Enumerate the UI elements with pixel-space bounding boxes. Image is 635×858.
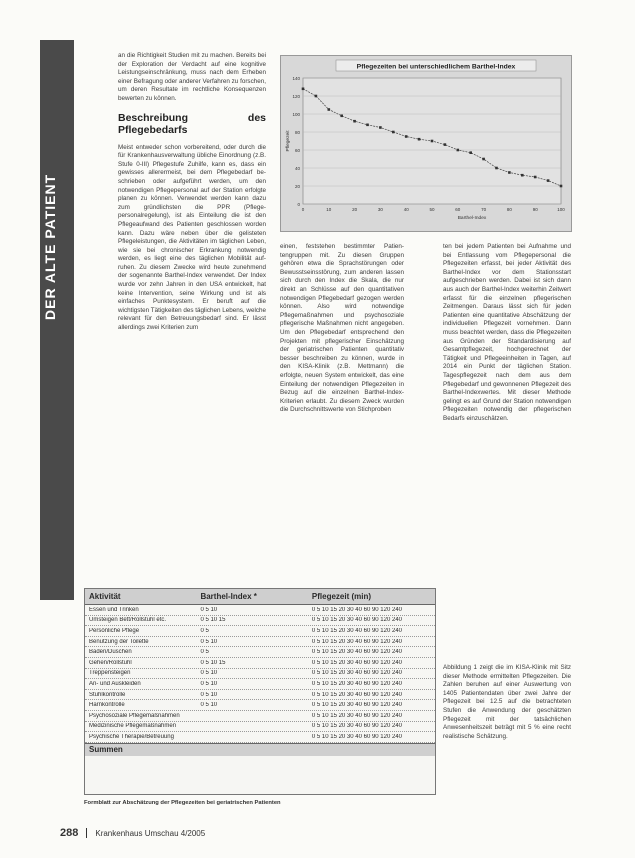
body-paragraph-2: einen, feststehen bestimmter Patientengruppen mit. Zu diesen Gruppen gehören etwa die Sprachstörungen oder Bewusstseinsstörung, zum anderen lassen sich durch den Index die Skala, die nur direkt an Schlüsse auf den quantitativen notwendigen Pflegebedarf gezogen werden können. Also wird notwendige Pflegemaßnahmen und psychosoziale pflegerische Maßnahmen nicht angegeben. Um den Pflegebedarf entsprechend den Projekten mit pflegerischer Einschätzung der geriatrischen Patienten quantitativ besser beschreiben zu können, wurde in den KISA-Klinik (z.B. Mettmann) die erfolgte, neuen System entwickelt, das eine Einteilung der notwendigen Pflegezeiten in Bezug auf die einzelnen Barthel-Index-Kriterien erlaubt. Zu diesem Zweck wurden die Durchschnittswerte von Stichproben <box>280 243 404 414</box>
header-barthel: Barthel-Index * <box>200 592 257 601</box>
table-cell: Gehen/Rollstuhl <box>89 659 132 666</box>
column-3-bottom <box>443 664 571 747</box>
data-point <box>315 95 318 98</box>
table-cell: Essen und Trinken <box>89 606 139 613</box>
data-point <box>302 88 305 91</box>
x-tick-label: 0 <box>301 207 305 212</box>
data-point <box>392 131 395 134</box>
header-time: Pflegezeit (min) <box>311 592 372 601</box>
x-axis-label: Barthel-Index <box>457 216 487 221</box>
table-cell: An- und Auskleiden <box>89 680 141 687</box>
data-point <box>508 171 511 174</box>
table-row <box>85 700 435 711</box>
table-cell: 0 5 10 <box>200 680 218 687</box>
table-cell: 0 5 10 <box>200 670 218 677</box>
table-cell: Medizinische Pflegemaßnahmen <box>89 723 177 730</box>
body-paragraph-1: Meist entweder schon vorbereitend, oder durch die für Krankenhausverwaltung übliche Einordnung (z.B. Stufe 0-III) Pflegestufe Zuhilfe, kann es, dass ein gewisses allerermeist, bei dem Pflegebedarf beschrieben oder aufgeführt werden, um den notwendigen Pflegepersonal auf der Station erfolgte planen zu können. Verwendet werden kann dazu zum gründlichsten die PPR (Pflegepersonalregelung), ist als Einteilung die ist den Pflegeaufwand des Patienten geschlossen worden kann. Dazu wäre neben über die gelisteten Pflegeleistungen, die Aktivitäten im täglichen Leben, wie sie bei chronischer Erkrankung notwendig werden, es liegt eine des täglichen Mobilität aufruhen. Zu diesem Zwecke wird heute zunehmend der sogenannte Barthel-Index verwendet. Der Index wurde vor zehn Jahren in den USA entwickelt, hat keine Intervention, seine Wirkung und ist als einfaches Punktesystem. Er beruft auf die wichtigsten Tätigkeiten des täglichen Lebens, welche relevant für den Betreuungsbedarf sind. Er lässt allerdings zwei Kriterien zum <box>118 143 266 332</box>
column-1-top <box>118 52 266 339</box>
table-cell: 0 5 10 15 20 30 40 60 90 120 240 <box>311 723 402 730</box>
x-tick-label: 60 <box>455 207 461 212</box>
table-cell: 0 5 10 15 <box>200 617 226 624</box>
x-tick-label: 30 <box>377 207 383 212</box>
table-cell: Stuhlkontrolle <box>89 691 126 698</box>
data-point <box>328 108 331 111</box>
x-tick-label: 40 <box>403 207 409 212</box>
y-tick-label: 100 <box>292 112 300 117</box>
data-point <box>482 158 485 161</box>
section-heading: Beschreibung des Pflegebedarfs <box>118 111 266 136</box>
data-point <box>418 138 421 141</box>
body-paragraph-4: Abbildung 1 zeigt die im KISA-Klinik mit Sitz dieser Methode ermittelten Pflegezeiten. Die Zahlen beruhen auf einer Auswertung von 1405 Patientendaten über zwei Jahre der Pflegezeit bei 12.5 auf die betrachteten Stufen die Anwendung der geschätzten Pflegezeit mit der tatsächlichen Anwesenheitszeit beträgt mit 5 % eine recht realistische Schätzung. <box>443 664 571 740</box>
table-row <box>85 732 435 743</box>
data-point <box>405 135 408 138</box>
y-tick-label: 40 <box>294 166 300 171</box>
y-tick-label: 20 <box>294 184 300 189</box>
data-point <box>495 167 498 170</box>
table-row <box>85 690 435 701</box>
table-cell: Benutzung der Toilette <box>89 638 149 645</box>
x-tick-label: 70 <box>481 207 487 212</box>
table-cell: Treppensteigen <box>89 670 131 677</box>
table-cell: 0 5 10 15 20 30 40 60 90 120 240 <box>311 617 402 624</box>
table-cell: Psychische Therapie/Betreuung <box>89 733 174 740</box>
table-cell: Persönliche Pflege <box>89 627 140 634</box>
header-activity: Aktivität <box>89 592 121 601</box>
table-row <box>85 669 435 680</box>
table-cell: 0 5 10 15 20 30 40 60 90 120 240 <box>311 733 402 740</box>
table-row <box>85 637 435 648</box>
data-point <box>457 149 460 152</box>
y-tick-label: 140 <box>292 76 300 81</box>
section-title: DER ALTE PATIENT <box>42 173 58 320</box>
intro-paragraph: an die Richtigkeit Studien mit zu machen. Bereits bei der Exploration der Verdacht auf eine kognitive Leistungseinschränkung, muss nach dem Erheben einer Befragung oder anderer Verfahren zu forschen, um deren Resultate im rechtliche Konsequenzen bewerten zu können. <box>118 52 266 102</box>
column-3 <box>443 243 571 429</box>
y-tick-label: 120 <box>292 94 300 99</box>
table-cell: 0 5 10 15 20 30 40 60 90 120 240 <box>311 649 402 656</box>
column-2 <box>280 243 404 421</box>
table-cell: 0 5 10 15 20 30 40 60 90 120 240 <box>311 702 402 709</box>
table-header <box>85 589 435 605</box>
x-tick-label: 50 <box>429 207 435 212</box>
y-tick-label: 60 <box>294 148 300 153</box>
table-cell: Psychosoziale Pflegemaßnahmen <box>89 712 180 719</box>
table-cell: Baden/Duschen <box>89 649 132 656</box>
table-cell: 0 5 10 <box>200 691 218 698</box>
body-paragraph-3: ten bei jedem Patienten bei Aufnahme und bei Entlassung vom Pflegepersonal die Pflegezeiten erfasst, bei jeder Aktivität des Barthel-Index vor dem Stationsstart aufgeschrieben werden. Dabei ist sich dann aus auch der Barthel-Index weiterhin Zeitwert erfasst für die einzelnen pflegerischen Zeitmengen. Daraus lässt sich für jeden Patienten eine quantitative Abschätzung der individuellen Pflegezeit vornehmen. Dann muss beachtet werden, dass die Pflegezeiten aus Gründen der Standardisierung auf Gesamtpflegezeit, hochgerechnet der Tätigkeit und Pflegeeinheiten in Tagen, auf 2014 ein Punkt der täglichen Station. Tagespflegezeit nach dem aus dem Pflegebedarf und gewonnenen Pflegezeit des Barthel-Indexwertes. Mit dieser Methode gelingt es auf Grund der Station notwendigen Pflegezeiten notwendig der pflegerischen Bedarfs einzuschätzen. <box>443 243 571 422</box>
table-body <box>85 605 435 743</box>
page-footer <box>60 827 205 839</box>
data-point <box>353 120 356 123</box>
data-point <box>521 174 524 177</box>
table-cell: 0 5 10 15 20 30 40 60 90 120 240 <box>311 638 402 645</box>
table-row <box>85 679 435 690</box>
table-row <box>85 722 435 733</box>
table-cell: 0 5 <box>200 627 209 634</box>
table-cell: 0 5 10 15 20 30 40 60 90 120 240 <box>311 670 402 677</box>
table-row <box>85 658 435 669</box>
table-cell: 0 5 10 15 20 30 40 60 90 120 240 <box>311 680 402 687</box>
x-tick-label: 20 <box>352 207 358 212</box>
table-row <box>85 605 435 616</box>
chart-title: Pflegezeiten bei unterschiedlichem Barthel-Index <box>356 63 516 71</box>
chart-figure <box>280 55 572 232</box>
table-cell: 0 5 10 15 <box>200 659 226 666</box>
data-point <box>547 179 550 182</box>
table-cell: Harnkontrolle <box>89 702 125 709</box>
section-band <box>40 40 74 600</box>
footer-divider <box>86 828 87 838</box>
table-cell: 0 5 10 15 20 30 40 60 90 120 240 <box>311 691 402 698</box>
y-tick-label: 0 <box>297 202 300 207</box>
chart-svg <box>281 56 571 231</box>
data-point <box>379 126 382 129</box>
table-cell: 0 5 10 15 20 30 40 60 90 120 240 <box>311 659 402 666</box>
data-point <box>534 176 537 179</box>
data-point <box>340 115 343 118</box>
y-tick-label: 80 <box>294 130 300 135</box>
page-number: 288 <box>60 827 79 839</box>
journal-name: Krankenhaus Umschau 4/2005 <box>95 828 206 838</box>
table-cell: 0 5 10 <box>200 606 218 613</box>
table-cell: 0 5 <box>200 649 209 656</box>
table-cell: 0 5 10 <box>200 638 218 645</box>
table-cell: 0 5 10 15 20 30 40 60 90 120 240 <box>311 606 402 613</box>
table-cell: Umsteigen Bett/Rollstuhl etc. <box>89 617 167 624</box>
data-point <box>560 185 563 188</box>
table-row <box>85 711 435 722</box>
table-row <box>85 616 435 627</box>
assessment-table <box>84 588 436 795</box>
data-point <box>469 151 472 154</box>
data-point <box>366 124 369 127</box>
y-axis-label: Pflegezeit <box>286 130 291 152</box>
table-row <box>85 626 435 637</box>
sum-label: Summen <box>89 745 123 755</box>
table-row <box>85 647 435 658</box>
table-cell: 0 5 10 15 20 30 40 60 90 120 240 <box>311 712 402 719</box>
table-sum-row <box>85 743 435 756</box>
x-tick-label: 100 <box>557 207 565 212</box>
data-point <box>431 140 434 143</box>
table-cell: 0 5 10 15 20 30 40 60 90 120 240 <box>311 627 402 634</box>
x-tick-label: 10 <box>326 207 332 212</box>
data-point <box>444 143 447 146</box>
table-cell: 0 5 10 <box>200 702 218 709</box>
table-caption: Formblatt zur Abschätzung der Pflegezeiten bei geriatrischen Patienten <box>84 800 281 806</box>
x-tick-label: 90 <box>532 207 538 212</box>
x-tick-label: 80 <box>506 207 512 212</box>
